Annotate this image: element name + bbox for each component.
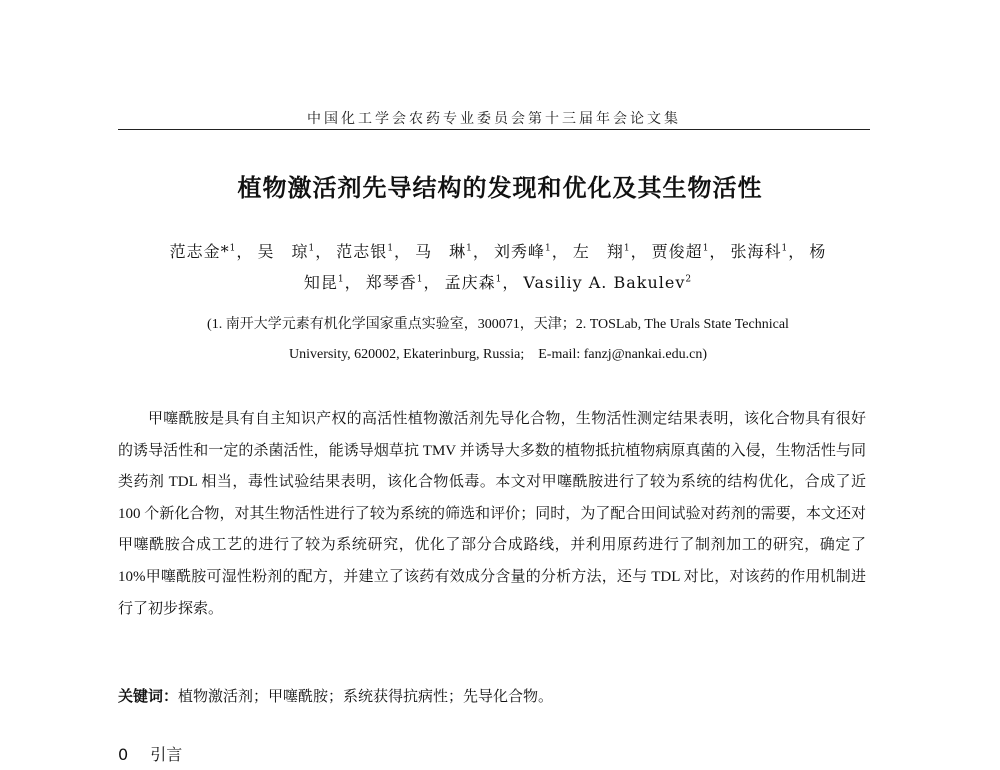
author: Vasiliy A. Bakulev$^2$: [523, 273, 693, 292]
author: 吴 琼$^1$: [257, 242, 316, 261]
section-title: 引言: [150, 745, 183, 764]
keywords-text: 植物激活剂；甲噻酰胺；系统获得抗病性；先导化合物。: [178, 689, 554, 705]
header-rule: [118, 129, 870, 130]
section-heading: [118, 740, 204, 770]
running-header: 中国化工学会农药专业委员会第十三届年会论文集: [307, 111, 681, 127]
author: 左 翔$^1$: [572, 242, 631, 261]
paper-title: 植物激活剂先导结构的发现和优化及其生物活性: [237, 174, 763, 202]
keywords-label: 关键词：: [118, 689, 179, 705]
abstract-paragraph: 甲噻酰胺是具有自主知识产权的高活性植物激活剂先导化合物，生物活性测定结果表明，该化合物具有很好的诱导活性和一定的杀菌活性，能诱导烟草抗 TMV 并诱导大多数的植物抵抗植物病原真菌的入侵，生物活性与同类药剂 TDL 相当，毒性试验结果表明，该化合物低毒。本文对甲噻酰胺进行了较为系统的结构优化，合成了近 100 个新化合物，对其生物活性进行了较为系统的筛选和评价；同时，为了配合田间试验对药剂的需要，本文还对甲噻酰胺合成工艺的进行了较为系统研究，优化了部分合成路线，并利用原药进行了制剂加工的研究，确定了 10%甲噻酰胺可湿性粉剂的配方，并建立了该药有效成分含量的分析方法，还与 TDL 对比，对该药的作用机制进行了初步探索。: [118, 411, 866, 617]
author: 贾俊超$^1$: [651, 242, 710, 261]
affiliation-line-2: University, 620002, Ekaterinburg, Russia; E-mail: fanzj@nankai.edu.cn): [288, 347, 708, 362]
author-line-1: 范志金*$^1$， 吴 琼$^1$， 范志银$^1$， 马 琳$^1$， 刘秀峰$^1$， 左 翔$^1$， 贾俊超$^1$， 张海科$^1$， 杨: [169, 242, 827, 261]
author: 张海科$^1$: [730, 242, 789, 261]
author: 杨: [809, 242, 827, 261]
author: 马 琳$^1$: [415, 242, 473, 261]
author-list: [118, 236, 878, 298]
keywords: [118, 682, 866, 712]
author: 知昆$^1$: [303, 273, 345, 292]
author: 郑琴香$^1$: [365, 273, 424, 292]
affiliation-line-1: (1. 南开大学元素有机化学国家重点实验室，300071，天津；2. TOSLab, The Urals State Technical: [207, 317, 789, 332]
author: 刘秀峰$^1$: [493, 242, 552, 261]
affiliation: [118, 310, 878, 370]
section-number: 0: [118, 745, 129, 764]
author: 范志银$^1$: [336, 242, 395, 261]
author: 孟庆森$^1$: [444, 273, 503, 292]
author: 范志金*$^1$: [169, 242, 237, 261]
author-line-2: 知昆$^1$， 郑琴香$^1$， 孟庆森$^1$， Vasiliy A. Bakulev$^2$: [303, 273, 693, 292]
